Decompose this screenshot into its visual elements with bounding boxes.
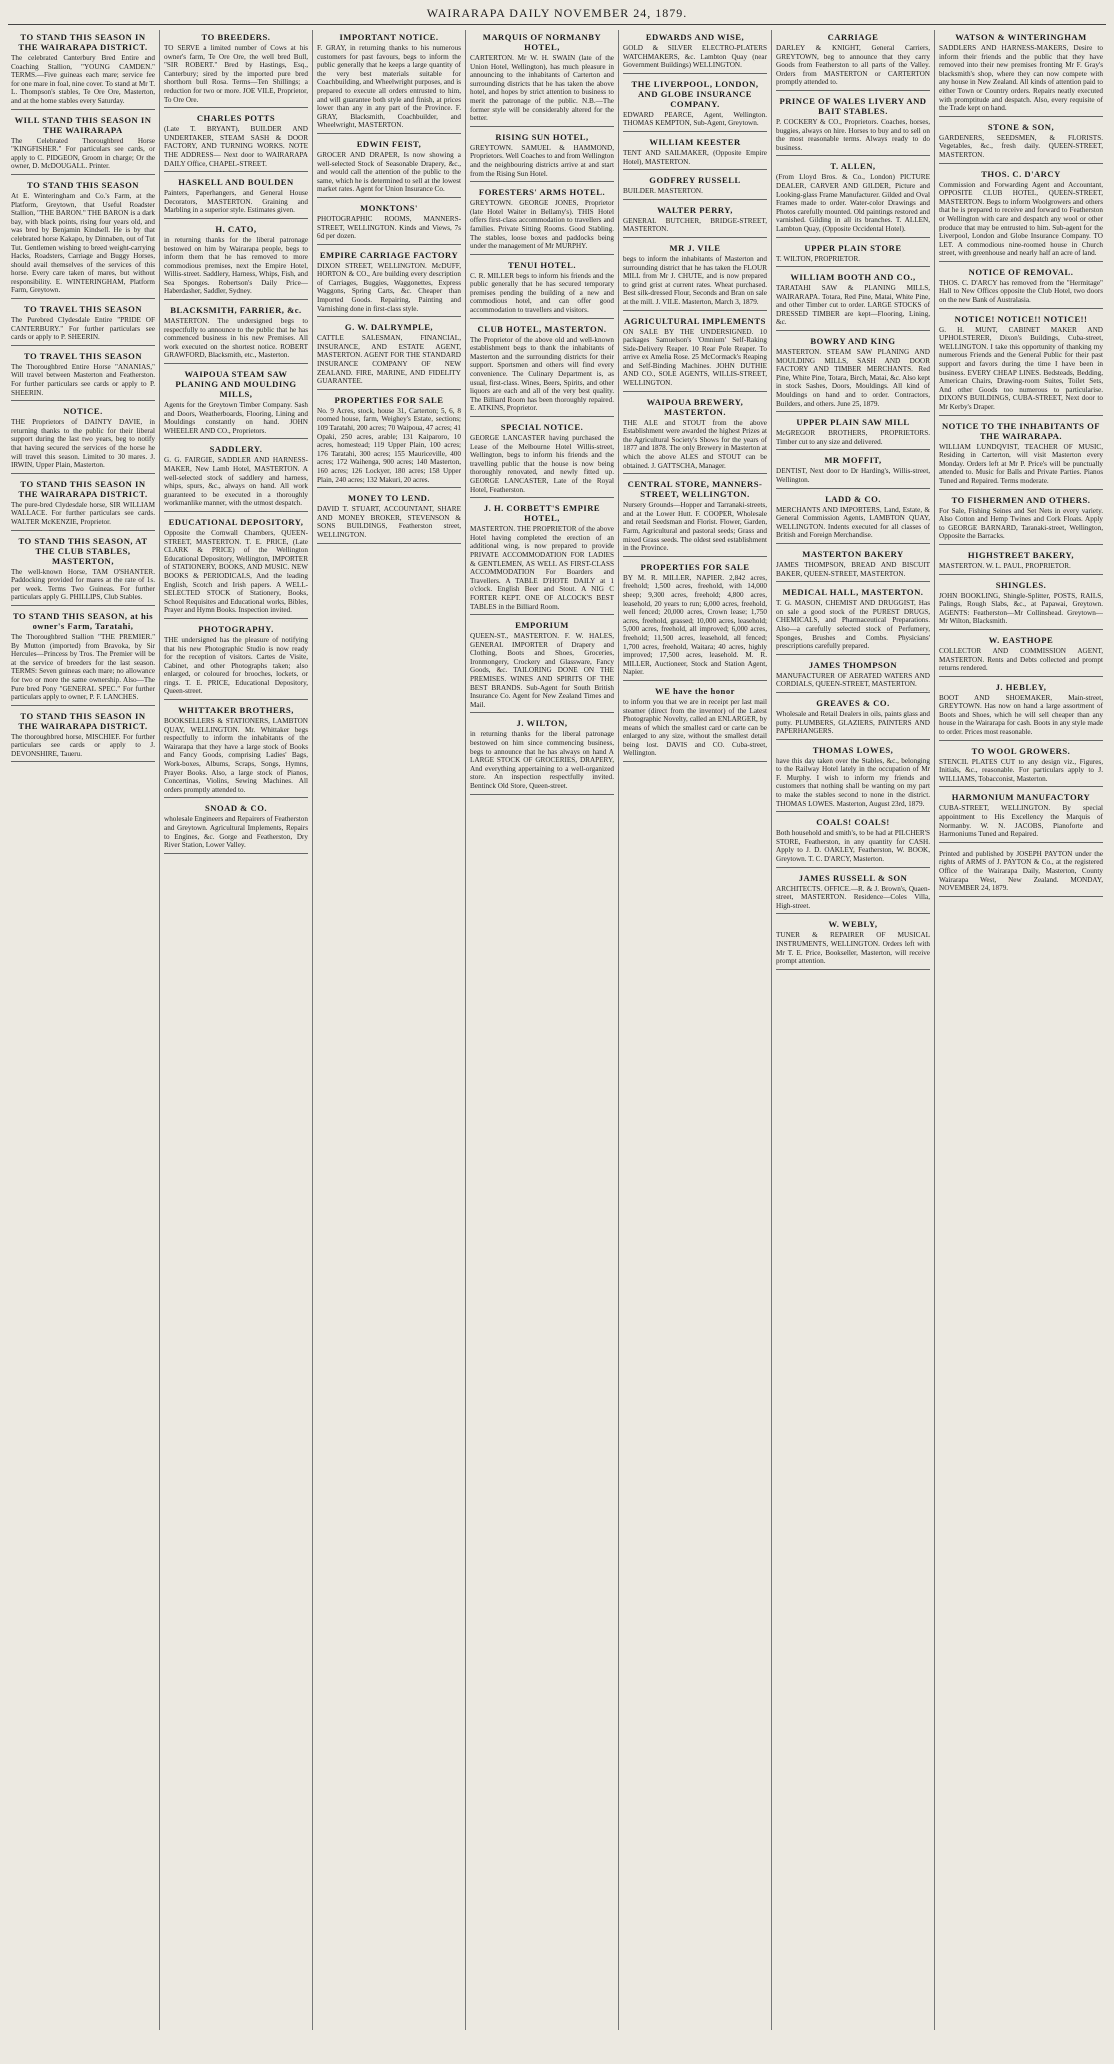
advertisement-body: DAVID T. STUART, ACCOUNTANT, SHARE AND MONEY BROKER, STEVENSON & SONS BUILDINGS, Featherston street, WELLINGTON. xyxy=(317,505,461,539)
advertisement-body: GOLD & SILVER ELECTRO-PLATERS WATCHMAKERS, &c. Lambton Quay (near Government Buildings) WELLINGTON. xyxy=(623,44,767,70)
advertisement-heading: BLACKSMITH, FARRIER, &c. xyxy=(170,305,302,316)
advertisement-body: THE ALE and STOUT from the above Establishment were awarded the highest Prizes at the Agricultural Society's Shows for the years of 1877 and 1878. The only Brewery in Masterton at which the above ALES and STOUT can be obtained. J. GATTSCHA, Manager. xyxy=(623,418,767,470)
advertisement-body: Agents for the Greytown Timber Company. Sash and Doors, Weatherboards, Flooring, Lining and Mouldings constantly on hand. JOHN WHEELER AND CO., Proprietors. xyxy=(164,401,308,435)
advertisement-heading: J. H. CORBETT'S EMPIRE HOTEL, xyxy=(483,503,601,524)
advertisement xyxy=(776,658,930,693)
advertisement-heading: EDUCATIONAL DEPOSITORY, xyxy=(168,516,304,527)
advertisement-heading: TO FISHERMEN AND OTHERS. xyxy=(951,494,1091,505)
advertisement xyxy=(939,312,1103,416)
advertisement-body: JOHN BOOKLING, Shingle-Splitter, POSTS, RAILS, Palings, Rough Slabs, &c., at Papawai, Greytown. AGENTS: Featherston—Mr Collinshead. Greytown—Mr Wilton, Blacksmith. xyxy=(939,591,1103,626)
advertisement xyxy=(164,111,308,172)
advertisement-heading: MR MOFFIT, xyxy=(824,455,882,466)
advertisement xyxy=(939,30,1103,117)
advertisement-heading: WAIPOUA BREWERY, MASTERTON. xyxy=(646,396,744,417)
advertisement-body: MASTERTON. W. L. PAUL, PROPRIETOR. xyxy=(939,561,1071,570)
advertisement-heading: JAMES RUSSELL & SON xyxy=(798,872,908,883)
advertisement-body: GENERAL BUTCHER, BRIDGE-STREET, MASTERTON. xyxy=(623,216,767,234)
advertisement xyxy=(470,258,614,319)
advertisement xyxy=(317,201,461,245)
advertisement-body: THE Proprietors of DAINTY DAVIE, in returning thanks to the public for their liberal support during the last two years, beg to notify that having secured the services of the horse he will travel this season. Limited to 30 mares. J. IRWIN, Upper Plain, Masterton. xyxy=(11,418,155,470)
advertisement-heading: CHARLES POTTS xyxy=(196,113,276,124)
advertisement xyxy=(776,871,930,915)
advertisement-body: wholesale Engineers and Repairers of Featherston and Greytown. Agricultural Implements, Repairs to Engines, &c. Gorge and Featherston, Dry River Station, Lower Valley. xyxy=(164,815,308,850)
column-5 xyxy=(620,30,770,2030)
advertisement xyxy=(164,801,308,853)
advertisement-body: DIXON STREET, WELLINGTON. McDUFF, HORTON & CO., Are building every description of Carriages, Buggies, Waggonettes, Express Waggons, Spring Carts, &c. Cheaper than Imported Goods. Repairing, Painting and Varnishing done in first-class style. xyxy=(317,261,461,313)
advertisement-heading: TO TRAVEL THIS SEASON xyxy=(23,304,143,315)
advertisement-heading: W. EASTHOPE xyxy=(988,634,1054,645)
advertisement-body: TO SERVE a limited number of Cows at his owner's farm, Te Ore Ore, the well bred Bull, "SIR ROBERT." Bred by Hastings, Esq., Canterbury; sired by the imported pure bred shorthorn bull Rosa. Terms—Ten Shillings; a reduction for two or more. JOE VILE, Proprietor, To Ore Ore. xyxy=(164,44,308,104)
advertisement-heading: THOMAS LOWES, xyxy=(812,744,894,755)
advertisement-heading: SPECIAL NOTICE. xyxy=(500,422,584,432)
advertisement-body: CUBA-STREET, WELLINGTON. By special appointment to His Excellency the Marquis of Normanby. W. N. JACOBS, Pianoforte and Harmoniums Tuned and Repaired. xyxy=(939,804,1103,839)
advertisement-body: DENTIST, Next door to Dr Harding's, Willis-street, Wellington. xyxy=(776,467,930,484)
advertisement-body: THOS. C. D'ARCY has removed from the "Hermitage" Hall to New Offices opposite the Club Hotel, two doors on the new Bank of Australasia. xyxy=(939,278,1103,305)
advertisement-heading: UPPER PLAIN STORE xyxy=(804,242,902,253)
advertisement-body: in returning thanks for the liberal patronage bestowed on him by Wairarapa people, begs to inform them that he has removed to more commodious premises, next the Empire Hotel, Willis-street. Saddlery, Harness, Whips, Fish, and Sea Sponges. Robertson's Daily Price—Haberdasher, Saddler, Sydney. xyxy=(164,235,308,296)
column-4 xyxy=(467,30,617,2030)
advertisement xyxy=(939,578,1103,630)
advertisement-heading: HARMONIUM MANUFACTORY xyxy=(951,792,1091,803)
column-rule xyxy=(934,30,935,2030)
advertisement xyxy=(939,120,1103,164)
advertisement-heading: CENTRAL STORE, MANNERS-STREET, WELLINGTON. xyxy=(627,479,763,500)
advertisement xyxy=(776,815,930,867)
advertisement-body: T. WILTON, PROPRIETOR. xyxy=(776,254,861,263)
advertisement-heading: GODFREY RUSSELL xyxy=(649,175,741,186)
advertisement xyxy=(776,159,930,237)
advertisement-body: The Celebrated Thoroughbred Horse "KINGFISHER." For particulars see cards, or apply to C. PIDGEON, Groom in charge; Or the owner, D. McDOUGALL. Printer. xyxy=(11,136,155,171)
advertisement xyxy=(623,77,767,132)
advertisement-body: The Thoroughbred Entire Horse "ANANIAS," Will travel between Masterton and Featherston. For further particulars see cards or apply to P. SHEERIN. xyxy=(11,362,155,397)
advertisement-body: MERCHANTS AND IMPORTERS, Land, Estate, & General Commission Agents, LAMBTON QUAY, WELLINGTON. Indents executed for all classes of British and Foreign Merchandise. xyxy=(776,505,930,540)
advertisement xyxy=(776,696,930,740)
advertisement xyxy=(11,477,155,531)
advertisement-body: BUILDER. MASTERTON. xyxy=(623,187,703,196)
advertisement-heading: NOTICE! NOTICE!! NOTICE!! xyxy=(954,313,1088,324)
advertisement xyxy=(776,585,930,655)
advertisement-heading: PHOTOGRAPHY. xyxy=(198,623,274,634)
advertisement-heading: TO TRAVEL THIS SEASON xyxy=(23,350,143,361)
advertisement-heading: H. CATO, xyxy=(215,223,257,234)
advertisement-body: GREYTOWN. SAMUEL & HAMMOND, Proprietors. Well Coaches to and from Wellington and the neighbouring districts arrive at and start from the Rising Sun Hotel. xyxy=(470,143,614,178)
column-6 xyxy=(773,30,933,2030)
advertisement xyxy=(623,477,767,557)
advertisement-body: BOOKSELLERS & STATIONERS, LAMBTON QUAY, WELLINGTON. Mr. Whittaker begs respectfully to inform the inhabitants of the Wairarapa that they have a large stock of Books and Fancy Goods, comprising Ladies' Bags, Work-boxes, Albums, Scraps, Songs, Hymns, Prayer Books. Also, a large stock of Pianos, Concertinas, Violins, Sewing Machines. All orders promptly attended to. xyxy=(164,717,308,794)
advertisement-heading: W. WEBLY, xyxy=(828,919,878,930)
advertisement-heading: WE have the honor xyxy=(655,685,735,696)
advertisement-heading: MR J. VILE xyxy=(669,242,721,253)
advertisement-heading: WILLIAM KEESTER xyxy=(649,136,741,147)
advertisement xyxy=(623,314,767,392)
advertisement xyxy=(11,30,155,110)
advertisement-heading: WILLIAM BOOTH AND CO., xyxy=(790,272,916,283)
advertisement-heading: COALS! COALS! xyxy=(816,817,890,828)
advertisement xyxy=(317,30,461,134)
advertisement-heading: TO BREEDERS. xyxy=(201,32,271,42)
advertisement xyxy=(623,395,767,475)
advertisement-heading: WHITTAKER BROTHERS, xyxy=(178,705,294,716)
advertisement-body: DARLEY & KNIGHT, General Carriers, GREYTOWN, beg to announce that they carry Goods from Featherston to all parts of the Valley. Orders from MASTERTON or CARTERTON promptly attended to. xyxy=(776,44,930,87)
advertisement-heading: THOS. C. D'ARCY xyxy=(981,168,1061,179)
advertisement xyxy=(11,302,155,346)
advertisement-body: ON SALE BY THE UNDERSIGNED. 10 packages Samuelson's 'Omnium' Self-Raking Side-Delivery Reaper. 10 Rear Pole Reaper. To arrive ex Amelia Rose. 25 McCormack's Reaping and Self-Binding Machines. JOHN DUTHIE AND CO., SOLE AGENTS, WILLIS-STREET, WELLINGTON. xyxy=(623,327,767,388)
advertisement-body: Opposite the Cornwall Chambers, QUEEN-STREET, MASTERTON. T. E. PRICE, (Late CLARK & PRICE) of the Wellington Educational Depository, Wellington, IMPORTER of STATIONERY, BOOKS, AND MUSIC. NEW BOOKS & PERIODICALS, And the leading English, Scotch and Irish papers. A WELL-SELECTED STOCK of Stationery, Books, School Requisites and Educational works, Bibles, Prayer and Hymn Books. Inspection invited. xyxy=(164,528,308,615)
masthead-rule xyxy=(8,24,1106,25)
advertisement xyxy=(470,185,614,255)
advertisement xyxy=(939,680,1103,741)
advertisement xyxy=(939,846,1103,897)
advertisement-body: The Purebred Clydesdale Entire "PRIDE OF CANTERBURY." For further particulars see cards or apply to P. SHEERIN. xyxy=(11,316,155,342)
advertisement-heading: MARQUIS OF NORMANBY HOTEL, xyxy=(482,32,602,52)
advertisement-heading: JAMES THOMPSON xyxy=(808,659,898,670)
advertisement xyxy=(939,744,1103,788)
advertisement xyxy=(776,917,930,969)
advertisement-body: (From Lloyd Bros. & Co., London) PICTURE DEALER, CARVER AND GILDER, Picture and Looking-glass Frame Manufacturer. Gilded and Oval Frames made to order. Water-color Drawings and Photos carefully mounted. Old paintings restored and varnished. Gilding in all its branches. T. ALLEN, Lambton Quay, (Opposite Occidental Hotel). xyxy=(776,173,930,233)
advertisement xyxy=(776,334,930,412)
advertisement-heading: WALTER PERRY, xyxy=(657,204,733,215)
advertisement-body: ARCHITECTS. OFFICE.—R. & J. Brown's, Quaen-street, MASTERTON. Residence—Coles Villa, High-street. xyxy=(776,884,930,910)
advertisement-body: F. GRAY, in returning thanks to his numerous customers for past favours, begs to inform the public generally that he keeps a large quantity of the very best materials suitable for Coachbuilding, and Wheelwright purposes, and is prepared to execute all orders entrusted to him, and will guarantee both style and finish, at prices lower than any in any part of the Province. F. GRAY, Blacksmith, Coachbuilder, and Wheelwright, MASTERTON. xyxy=(317,44,461,130)
advertisement-heading: HIGHSTREET BAKERY, xyxy=(967,549,1075,560)
advertisement-body: EDWARD PEARCE, Agent, Wellington. THOMAS KEMPTON, Sub-Agent, Greytown. xyxy=(623,110,767,128)
advertisement xyxy=(317,320,461,390)
advertisement xyxy=(164,303,308,364)
advertisement-body: STENCIL PLATES CUT to any design viz., Figures, Initials, &c., reasonable. For particulars apply to J. WILLIAMS, Tobacconist, Masterton. xyxy=(939,757,1103,783)
advertisement-body: The well-known Horse, TAM O'SHANTER. Paddocking provided for mares at the rate of 1s. per week. Terms Two Guineas. For further particulars apply G. PHILLIPS, Club Stables. xyxy=(11,567,155,602)
advertisement xyxy=(939,419,1103,490)
advertisement-body: PHOTOGRAPHIC ROOMS, MANNERS-STREET, WELLINGTON. Kinds and Views, 7s 6d per dozen. xyxy=(317,214,461,241)
advertisement xyxy=(623,173,767,200)
advertisement xyxy=(164,175,308,219)
advertisement-heading: TO STAND THIS SEASON IN THE WAIRARAPA DISTRICT. xyxy=(18,478,148,499)
advertisement xyxy=(776,415,930,450)
advertisement-heading: WATSON & WINTERINGHAM xyxy=(955,32,1087,42)
advertisement-heading: G. W. DALRYMPLE, xyxy=(344,322,434,333)
advertisement-body: The thoroughbred horse, MISCHIEF. For further particulars see cards or apply to J. DEVONSHIRE, Taueru. xyxy=(11,732,155,758)
advertisement-body: in returning thanks for the liberal patronage bestowed on him since commencing business, begs to announce that he has always on hand A LARGE STOCK OF GROCERIES, DRAPERY, And everything appertaining to a well-organized store. An inspection respectfully invited. Bentinck Old Store, Queen-street. xyxy=(470,730,614,790)
advertisement-heading: EMPORIUM xyxy=(515,620,569,631)
advertisement-body: For Sale, Fishing Seines and Set Nets in every variety. Also Cotton and Hemp Twines and Cork Floats. Apply to GEORGE BARNARD, Taranaki-street, Wellington, Opposite the Barracks. xyxy=(939,506,1103,541)
advertisement-body: No. 9 Acres, stock, house 31, Carterton; 5, 6, 8 roomed house, farm, Weighey's Estate, sections; 109 Taratahi, 200 acres; 70 Waipoua, 47 acres; 41 Opaki, 250 acres, arable; 131 Kaiparoro, 10 acres, homestead; 119 Upper Plain, 100 acres; 176 Taratahi, 300 acres; 155 Mauriceville, 400 acres; 172 Waihenga, 900 acres; 140 Masterton, 160 acres; 126 Lockyer, 180 acres; 158 Upper Plain, 240 acres; 132 Makuri, 20 acres. xyxy=(317,406,461,484)
advertisement-heading: TO STAND THIS SEASON, at his owner's Farm, Taratahi, xyxy=(12,610,154,631)
advertisement xyxy=(939,633,1103,677)
column-3 xyxy=(314,30,464,2030)
column-rule xyxy=(312,30,313,2030)
advertisement-body: QUEEN-ST., MASTERTON. F. W. HALES, GENERAL IMPORTER of Drapery and Clothing, Boots and Shoes, Groceries, Ironmongery, Crockery and Glassware, Fancy Goods, &c. TAILORING DONE ON THE PREMISES. WINES AND SPIRITS OF THE BEST BRANDS. Sub-Agent for South British Insurance Co. Agent for New Zealand Times and Mail. xyxy=(470,632,614,709)
advertisement-body: have this day taken over the Stables, &c., belonging to the Railway Hotel lately in the occupation of Mr F. Murphy. I wish to inform my friends and customers that nothing shall be wanting on my part to make the stables second to none in the district. THOMAS LOWES. Masterton, August 23rd, 1879. xyxy=(776,756,930,808)
advertisement-heading: WILL STAND THIS SEASON IN THE WAIRARAPA xyxy=(14,114,152,135)
advertisement xyxy=(470,130,614,182)
advertisement xyxy=(939,548,1103,575)
advertisement xyxy=(776,270,930,331)
advertisement-body: C. R. MILLER begs to inform his friends and the public generally that he has secured temporary premises pending the building of a new and commodious hotel, and can offer good accommodation to travellers and visitors. xyxy=(470,271,614,315)
advertisement xyxy=(939,167,1103,262)
advertisement-heading: TO STAND THIS SEASON IN THE WAIRARAPA DISTRICT. xyxy=(18,710,148,731)
advertisement xyxy=(470,618,614,713)
advertisement-heading: PROPERTIES FOR SALE xyxy=(640,561,750,572)
advertisement-body: P. COCKERY & CO., Proprietors. Coaches, horses, buggies, always on hire. Horses to buy and to sell on the most reasonable terms. Always ready to do business. xyxy=(776,117,930,152)
advertisement xyxy=(776,547,930,582)
advertisement-body: G. G. FAIRGIE, SADDLER AND HARNESS-MAKER, New Lamb Hotel, MASTERTON. A well-selected stock of saddlery and harness, whips, spurs, &c., always on hand. All work guaranteed to be executed in a thoroughly workmanlike manner, with the utmost despatch. xyxy=(164,456,308,508)
advertisement-body: TARATAHI SAW & PLANING MILLS, WAIRARAPA. Totara, Red Pine, Matai, White Pine, and other Timber cut to order. LARGE STOCKS of DRESSED TIMBER are kept—Flooring, Lining, &c. xyxy=(776,284,930,327)
advertisement-body: COLLECTOR AND COMMISSION AGENT, MASTERTON. Rents and Debts collected and prompt returns rendered. xyxy=(939,646,1103,673)
advertisement-heading: CARRIAGE xyxy=(827,32,879,42)
advertisement-body: Nursery Grounds—Hopper and Tarranaki-streets, and at the Lower Hutt. F. COOPER, Wholesale and retail Seedsman and Florist. Flower, Garden, Farm, Agricultural and pastoral seeds; Grass and mixed Grass seeds. The oldest seed establishment in the Province. xyxy=(623,501,767,553)
advertisement-body: McGREGOR BROTHERS, PROPRIETORS. Timber cut to any size and delivered. xyxy=(776,429,930,446)
advertisement-body: JAMES THOMPSON, BREAD AND BISCUIT BAKER, QUEEN-STREET, MASTERTON. xyxy=(776,560,930,578)
advertisement xyxy=(11,709,155,763)
advertisement xyxy=(776,241,930,268)
advertisement-body: MASTERTON. The undersigned begs to respectfully to announce to the public that he has commenced business in his new Premises. All work executed on the shortest notice. ROBERT GRAWFORD, Blacksmith, etc., Masterton. xyxy=(164,317,308,360)
advertisement xyxy=(470,420,614,498)
advertisement-heading: SNOAD & CO. xyxy=(204,803,268,814)
advertisement xyxy=(164,703,308,798)
advertisement-body: GARDENERS, SEEDSMEN, & FLORISTS. Vegetables, &c., fresh daily. QUEEN-STREET, MASTERTON. xyxy=(939,133,1103,159)
advertisement xyxy=(623,203,767,238)
advertisement-body: GREYTOWN. GEORGE JONES, Proprietor (late Hotel Waiter in Bellamy's). THIS Hotel offers first-class accommodation to travellers and families. Private Sitting Rooms. Good Stabling. The stables, loose boxes and paddocks being under the management of Mr MURPHY. xyxy=(470,199,614,251)
column-rule xyxy=(159,30,160,2030)
advertisement-heading: J. WILTON, xyxy=(516,718,568,729)
advertisement-heading: THE LIVERPOOL, LONDON, AND GLOBE INSURANCE COMPANY. xyxy=(631,78,759,109)
advertisement xyxy=(11,178,155,299)
advertisement xyxy=(939,265,1103,309)
advertisement-body: The Thoroughbred Stallion "THE PREMIER." By Mutton (imported) from Bravoka, by Sir Hercules—Princess by Tros. The Premier will be at the service of breeders for the last season. TERMS: Seven guineas each mare; no allowance for two or more the same ownership. Also—The Pure bred Pony "GENERAL SPEC." For further particulars apply to owner, P. F. LANCHES. xyxy=(11,632,155,702)
advertisement-heading: NOTICE TO THE INHABITANTS OF THE WAIRARAPA. xyxy=(941,420,1101,441)
advertisement-body: At E. Winteringham and Co.'s Farm, at the Platform, Greytown, that Useful Roadster Stallion, "THE BARON." THE BARON is a dark bay, with black points, rising four years old, and was bred by Benjamin Kindsell. He is by that celebrated horse Kakapo, by Dinnaben, out of Tut Tut. Gentlemen wishing to breed weight-carrying Hacks, Roadsters, Carriage and Buggy Horses, should avail themselves of the services of this horse. Every care taken of mares, but without responsibility. E. WINTERINGHAM, Platform Farm, Greytown. xyxy=(11,191,155,295)
advertisement-heading: GREAVES & CO. xyxy=(816,697,890,708)
advertisement xyxy=(776,743,930,813)
advertisement-body: T. G. MASON, CHEMIST AND DRUGGIST, Has on sale a good stock of the PUREST DRUGS, CHEMICALS, and Pharmaceutical Preparations. Also—a carefully selected stock of Perfumery, Sponges, Brushes and Combs. Physicians' prescriptions carefully prepared. xyxy=(776,599,930,651)
advertisement-body: MANUFACTURER OF AERATED WATERS AND CORDIALS, QUEEN-STREET, MASTERTON. xyxy=(776,671,930,689)
advertisement-heading: NOTICE OF REMOVAL. xyxy=(968,266,1074,277)
advertisement-body: TUNER & REPAIRER OF MUSICAL INSTRUMENTS, WELLINGTON. Orders left with Mr T. E. Price, Bookseller, Masterton, will receive prompt attention. xyxy=(776,931,930,966)
advertisement-heading: LADD & CO. xyxy=(825,493,881,504)
advertisement xyxy=(776,30,930,91)
advertisement-body: TENT AND SAILMAKER, (Opposite Empire Hotel), MASTERTON. xyxy=(623,148,767,166)
advertisement-body: Wholesale and Retail Dealers in oils, paints glass and putty. PLUMBERS, GLAZIERS, PAINTERS AND PAPERHANGERS. xyxy=(776,709,930,736)
advertisement xyxy=(939,790,1103,842)
column-1 xyxy=(8,30,158,2030)
advertisement xyxy=(939,493,1103,545)
advertisement xyxy=(164,367,308,439)
advertisement-heading: T. ALLEN, xyxy=(830,161,876,172)
advertisement xyxy=(623,684,767,762)
advertisement-body: CATTLE SALESMAN, FINANCIAL, INSURANCE, AND ESTATE AGENT, MASTERTON. AGENT FOR THE STANDARD INSURANCE COMPANY OF NEW ZEALAND. FIRE, MARINE, AND FIDELITY GUARANTEE. xyxy=(317,334,461,386)
advertisement xyxy=(164,515,308,619)
advertisement xyxy=(11,609,155,706)
advertisement-heading: MONKTONS' xyxy=(360,202,418,213)
advertisement xyxy=(470,716,614,794)
advertisement-heading: PROPERTIES FOR SALE xyxy=(334,394,444,405)
advertisement-body: Commission and Forwarding Agent and Accountant, OPPOSITE CLUB HOTEL, QUEEN-STREET, MASTERTON. Begs to inform Woolgrowers and others that he is prepared to receive and forward to Featherston or Wellington with care and despatch any wool or other produce that may be entrusted to him. Sub-agent for the Liverpool, London and Globe Insurance Company. TO LET. A commodious nine-roomed house in Church street, with greenhouse and nearly half an acre of land. xyxy=(939,180,1103,258)
advertisement xyxy=(164,442,308,512)
column-7 xyxy=(936,30,1106,2030)
advertisement-body: MASTERTON. STEAM SAW PLANING AND MOULDING MILLS, SASH AND DOOR FACTORY AND TIMBER MERCHANTS. Red Pine, White Pine, Totara, Birch, Matai, &c. Also kept in stock Sashes, Doors, Mouldings. All kind of Mouldings on hand and to order. Contractors, Builders, and others. June 25, 1879. xyxy=(776,348,930,408)
advertisement-heading: TO STAND THIS SEASON, AT THE CLUB STABLES, MASTERTON, xyxy=(18,535,148,566)
advertisement xyxy=(11,534,155,606)
advertisement xyxy=(317,491,461,543)
advertisement-body: The celebrated Canterbury Bred Entire and Coaching Stallion, "YOUNG CAMDEN." TERMS.—Five guineas each mare; service fee for one mare in foal, nine cover. To stand at Mr T. L. Thompson's stables, Te Ore Ore, Masterton, and at the home stables every Saturday. xyxy=(11,54,155,105)
advertisement-heading: EDWARDS AND WISE, xyxy=(645,32,745,42)
advertisement-heading: TENUI HOTEL. xyxy=(507,259,577,270)
advertisement-heading: MASTERTON BAKERY xyxy=(802,548,904,559)
advertisement-body: GROCER AND DRAPER, Is now showing a well-selected Stock of Seasonable Drapery, &c., and would call the attention of the public to the same, which he is determined to sell at the lowest market rates. Agent for Union Insurance Co. xyxy=(317,150,461,194)
advertisement-body: The Proprietor of the above old and well-known establishment begs to thank the inhabitants of Masterton and the surrounding districts for their support. Sportsmen and others will find every convenience. The Culinary Department is, as usual, first-class. Wines, Beers, Spirits, and other liquors are each and all of the very best quality. The Billiard Room has been thoroughly repaired. E. ATKINS, Proprietor. xyxy=(470,335,614,413)
advertisement-heading: IMPORTANT NOTICE. xyxy=(339,32,439,42)
advertisement xyxy=(317,393,461,488)
advertisement-heading: UPPER PLAIN SAW MILL xyxy=(796,417,910,428)
advertisement xyxy=(164,622,308,700)
advertisement-heading: J. HEBLEY, xyxy=(995,681,1047,692)
advertisement xyxy=(11,404,155,474)
advertisement-heading: WAIPOUA STEAM SAW PLANING AND MOULDING MILLS, xyxy=(175,369,297,400)
column-2 xyxy=(161,30,311,2030)
advertisement-body: MASTERTON. THE PROPRIETOR of the above Hotel having completed the erection of an additional wing, is now prepared to provide PRIVATE ACCOMMODATION FOR LADIES & GENTLEMEN, AS WELL AS FIRST-CLASS ACCOMMODATION For Boarders and Travellers. A TABLE D'HOTE DAILY at 1 o'clock. English Beer and Stout. A NIG C FORTER KEPT. ONE OF ALCOCK'S BEST TABLES in the Billiard Room. xyxy=(470,525,614,611)
advertisement-body: CARTERTON. Mr W. H. SWAIN (late of the Union Hotel, Wellington), has much pleasure in announcing to the inhabitants of Carterton and surrounding districts that he has taken the above hotel, and hopes by strict attention to business to merit the patronage of the public. N.B.—The former style will be considerably altered for the better. xyxy=(470,54,614,123)
advertisement-body: The pure-bred Clydesdale horse, SIR WILLIAM WALLACE. For further particulars see cards. WALTER McKENZIE, Proprietor. xyxy=(11,500,155,526)
column-rule xyxy=(771,30,772,2030)
advertisement xyxy=(470,30,614,127)
advertisement-heading: FORESTERS' ARMS HOTEL. xyxy=(478,187,606,198)
advertisement-heading: PRINCE OF WALES LIVERY AND BAIT STABLES. xyxy=(779,95,927,116)
advertisement-heading: STONE & SON, xyxy=(987,121,1055,132)
advertisement-heading: TO STAND THIS SEASON xyxy=(27,179,139,190)
advertisement-body: GEORGE LANCASTER having purchased the Lease of the Melbourne Hotel Willis-street, Wellington, begs to inform his friends and the travelling public that the house is now being thoroughly renovated, and newly fitted up. GEORGE LANCASTER, Late of the Royal Hotel, Featherston. xyxy=(470,434,614,494)
advertisement xyxy=(317,248,461,318)
advertisement-heading: NOTICE. xyxy=(63,406,103,417)
advertisement-heading: BOWRY AND KING xyxy=(810,336,896,347)
advertisement-heading: CLUB HOTEL, MASTERTON. xyxy=(477,323,607,334)
column-rule xyxy=(618,30,619,2030)
advertisement xyxy=(776,94,930,156)
advertisement xyxy=(164,222,308,300)
advertisement-body: SADDLERS AND HARNESS-MAKERS, Desire to inform their friends and the public that they have removed into their new premises fronting Mr F. Gray's blacksmith's shop, where they can now compete with any house in New Zealand. All kinds of attention paid to either Town or Country orders. Repairs neatly executed with promptitude and despatch. Also, every requisite of the Trade kept on hand. xyxy=(939,44,1103,113)
advertisement-heading: RISING SUN HOTEL, xyxy=(495,131,589,142)
advertisement-body: Both household and smith's, to be had at PILCHER'S STORE, Featherston, in any quantity for CASH. Apply to J. D. OAKLEY, Featherston, W. BOOK, Greytown. T. C. D'ARCY, Masterton. xyxy=(776,829,930,864)
advertisement-heading: EMPIRE CARRIAGE FACTORY xyxy=(319,249,459,260)
advertisement-body: begs to inform the inhabitants of Masterton and surrounding district that he has taken the FLOUR MILL from Mr J. CHUTE, and is now prepared to grind grist at current rates. Wheat purchased. Best silk-dressed Flour, Seconds and Bran on sale at the mill. J. VILE. Masterton, March 3, 1879. xyxy=(623,254,767,306)
advertisement xyxy=(623,30,767,74)
advertisement xyxy=(470,501,614,615)
advertisement-heading: TO STAND THIS SEASON IN THE WAIRARAPA DISTRICT. xyxy=(18,32,148,52)
advertisement xyxy=(623,135,767,170)
advertisement-heading: SADDLERY. xyxy=(209,444,263,455)
advertisement-heading: MONEY TO LEND. xyxy=(347,493,431,504)
advertisement-body: WILLIAM LUNDQVIST, TEACHER OF MUSIC, Residing in Carterton, will visit Masterton every Monday. Orders left at Mr P. Price's will be punctually attended to. Music for Balls and Private Parties. Pianos Tuned and Repaired. Terms moderate. xyxy=(939,442,1103,485)
advertisement-body: THE undersigned has the pleasure of notifying that his new Photographic Studio is now ready for the reception of visitors. Cartes de Visite, Cabinet, and other Photographs taken; also enlarged, or coloured for brooches, lockets, or rings. T. E. PRICE, Educational Depository, Queen-street. xyxy=(164,635,308,696)
advertisement-body: to inform you that we are in receipt per last mail steamer (direct from the inventor) of the Latest Photographic Novelty, called an ENLARGER, by means of which the smallest card or carte can be enlarged to any size, without the smallest detail being lost. DAVIS and CO. Cuba-street, Wellington. xyxy=(623,697,767,758)
advertisement xyxy=(11,349,155,401)
advertisement xyxy=(776,453,930,488)
advertisement-heading: SHINGLES. xyxy=(995,579,1047,590)
column-rule xyxy=(465,30,466,2030)
advertisement-heading: HASKELL AND BOULDEN xyxy=(178,177,294,188)
advertisement xyxy=(317,137,461,198)
advertisement xyxy=(164,30,308,108)
advertisement xyxy=(11,113,155,175)
masthead: WAIRARAPA DAILY NOVEMBER 24, 1879. xyxy=(426,6,688,20)
advertisement-heading: EDWIN FEIST, xyxy=(356,138,422,149)
advertisement-body: (Late T. BRYANT), BUILDER AND UNDERTAKER, STEAM SASH & DOOR FACTORY, AND TURNING WORKS. NOTE THE ADDRESS— Next door to WAIRARAPA DAILY Office, CHAPEL-STREET. xyxy=(164,125,308,168)
advertisement-body: Printed and published by JOSEPH PAYTON under the rights of ARMS of J. PAYTON & Co., at the registered Office of the Wairarapa Daily, Masterton, County Wairarapa West, New Zealand. MONDAY, NOVEMBER 24, 1879. xyxy=(939,849,1103,893)
advertisement xyxy=(470,322,614,417)
advertisement-body: G. H. MUNT, CABINET MAKER AND UPHOLSTERER, Dixon's Buildings, Cuba-street, WELLINGTON. I take this opportunity of thanking my numerous Friends and the General Public for their past support and favors during the time I have been in business. EVERY CHEAP LINES. Bedsteads, Bedding, American Chairs, Drawing-room Suites, Toilet Sets, And other Goods too numerous to particularise. DIXON'S BUILDINGS, CUBA-STREET, Next door to Mr Kerby's Draper. xyxy=(939,325,1103,411)
advertisement xyxy=(623,241,767,311)
advertisement-heading: TO WOOL GROWERS. xyxy=(971,745,1071,756)
advertisement-body: Painters, Paperhangers, and General House Decorators, MASTERTON. Graining and Marbling in a superior style. Estimates given. xyxy=(164,189,308,215)
advertisement-body: BY M. R. MILLER, NAPIER. 2,842 acres, freehold; 1,500 acres, freehold, with 14,000 sheep; 9,300 acres, freehold; 4,800 acres, leasehold, 20 years to run; 6,000 acres, freehold, well fenced; 20,000 acres, Crown lease; 1,750 acres, freehold, grassed; 10,000 acres, leasehold; 5,000 acres, freehold, all improved; 6,000 acres, freehold; 11,500 acres, leasehold, all fenced; 1,700 acres, freehold, Waitara; 40 acres, highly improved; 17,500 acres, leasehold. M. R. MILLER, Auctioneer, Stock and Station Agent, Napier. xyxy=(623,573,767,677)
advertisement xyxy=(776,492,930,544)
advertisement-body: BOOT AND SHOEMAKER, Main-street, GREYTOWN. Has now on hand a large assortment of Boots and Shoes, which he will sell cheaper than any house in the Wairarapa for cash. Boots in any style made to order. Prices most reasonable. xyxy=(939,693,1103,737)
advertisement-heading: AGRICULTURAL IMPLEMENTS xyxy=(624,315,766,326)
advertisement xyxy=(623,560,767,681)
advertisement-heading: MEDICAL HALL, MASTERTON. xyxy=(782,587,924,598)
